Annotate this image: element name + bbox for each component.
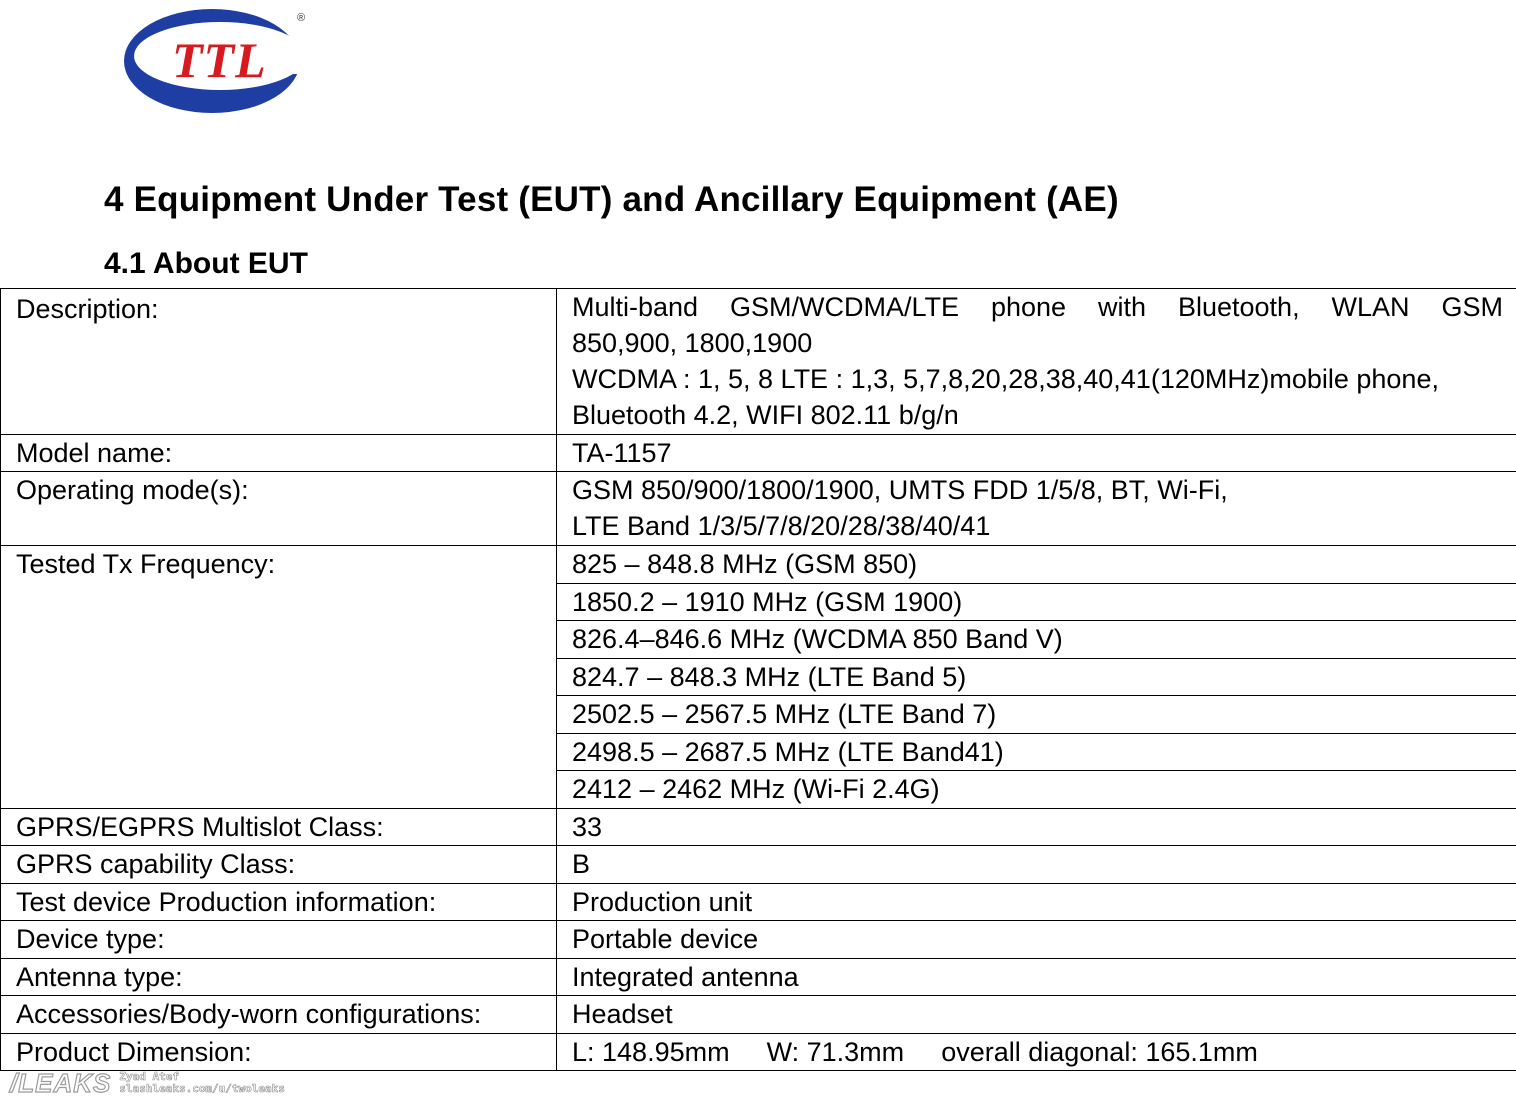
table-row-multislot [1,808,1516,846]
watermark-url: slashleaks.com/u/twoleaks [119,1082,285,1095]
tx-frequency-value: 2498.5 – 2687.5 MHz (LTE Band41) [557,733,1516,771]
table-row-operating-modes [1,472,1516,546]
description-line-3: WCDMA : 1, 5, 8 LTE : 1,3, 5,7,8,20,28,38,40,41(120MHz)mobile phone, [572,364,1439,394]
table-row-production [1,883,1516,921]
table-row-dimension [1,1033,1516,1071]
accessories-label: Accessories/Body-worn configurations: [1,996,557,1034]
dimension-value [557,1033,1516,1071]
antenna-value: Integrated antenna [557,958,1516,996]
production-value: Production unit [557,883,1516,921]
multislot-value: 33 [557,808,1516,846]
tx-frequency-label: Tested Tx Frequency: [1,546,557,809]
watermark-author: Zyad Atef [119,1070,179,1083]
tx-frequency-value: 825 – 848.8 MHz (GSM 850) [557,546,1516,584]
tx-frequency-value: 826.4–846.6 MHz (WCDMA 850 Band V) [557,621,1516,659]
watermark-brand: /LEAKS [10,1067,112,1098]
dimension-length: L: 148.95mm [572,1036,730,1067]
dimension-width: W: 71.3mm [766,1036,905,1067]
table-row-model [1,435,1516,472]
description-line-1: Multi-band GSM/WCDMA/LTE phone with Bluetooth, WLAN GSM [572,292,1503,322]
tx-frequency-value: 2502.5 – 2567.5 MHz (LTE Band 7) [557,696,1516,734]
device-type-label: Device type: [1,921,557,959]
multislot-label: GPRS/EGPRS Multislot Class: [1,808,557,846]
watermark [10,1068,285,1098]
table-row-capability [1,846,1516,884]
ttl-logo [120,6,325,116]
section-heading: 4 Equipment Under Test (EUT) and Ancillary Equipment (AE) [104,180,1119,219]
eut-table [0,288,1516,1071]
description-value [557,289,1516,435]
capability-value: B [557,846,1516,884]
table-row-antenna [1,958,1516,996]
dimension-label: Product Dimension: [1,1033,557,1071]
description-label: Description: [1,289,557,435]
tx-frequency-value: 1850.2 – 1910 MHz (GSM 1900) [557,583,1516,621]
dimension-diagonal: overall diagonal: 165.1mm [941,1036,1258,1067]
operating-modes-value [557,472,1516,546]
table-row-description [1,289,1516,435]
ttl-logo-graphic [120,6,325,116]
logo-text: TTL [172,32,267,88]
watermark-credit [119,1071,285,1095]
production-label: Test device Production information: [1,883,557,921]
antenna-label: Antenna type: [1,958,557,996]
operating-modes-label: Operating mode(s): [1,472,557,546]
description-line-4: Bluetooth 4.2, WIFI 802.11 b/g/n [572,400,959,430]
operating-modes-line-2: LTE Band 1/3/5/7/8/20/28/38/40/41 [572,511,991,541]
table-row-accessories [1,996,1516,1034]
operating-modes-line-1: GSM 850/900/1800/1900, UMTS FDD 1/5/8, BT, Wi-Fi, [572,475,1228,505]
table-row-tx-frequency [1,546,1516,584]
tx-frequency-value: 824.7 – 848.3 MHz (LTE Band 5) [557,658,1516,696]
accessories-value: Headset [557,996,1516,1034]
model-label: Model name: [1,435,557,472]
subsection-heading: 4.1 About EUT [104,247,308,280]
model-value: TA-1157 [557,435,1516,472]
device-type-value: Portable device [557,921,1516,959]
tx-frequency-value: 2412 – 2462 MHz (Wi-Fi 2.4G) [557,771,1516,809]
registered-mark: ® [297,12,306,24]
capability-label: GPRS capability Class: [1,846,557,884]
description-line-2: 850,900, 1800,1900 [572,328,813,358]
table-row-device-type [1,921,1516,959]
